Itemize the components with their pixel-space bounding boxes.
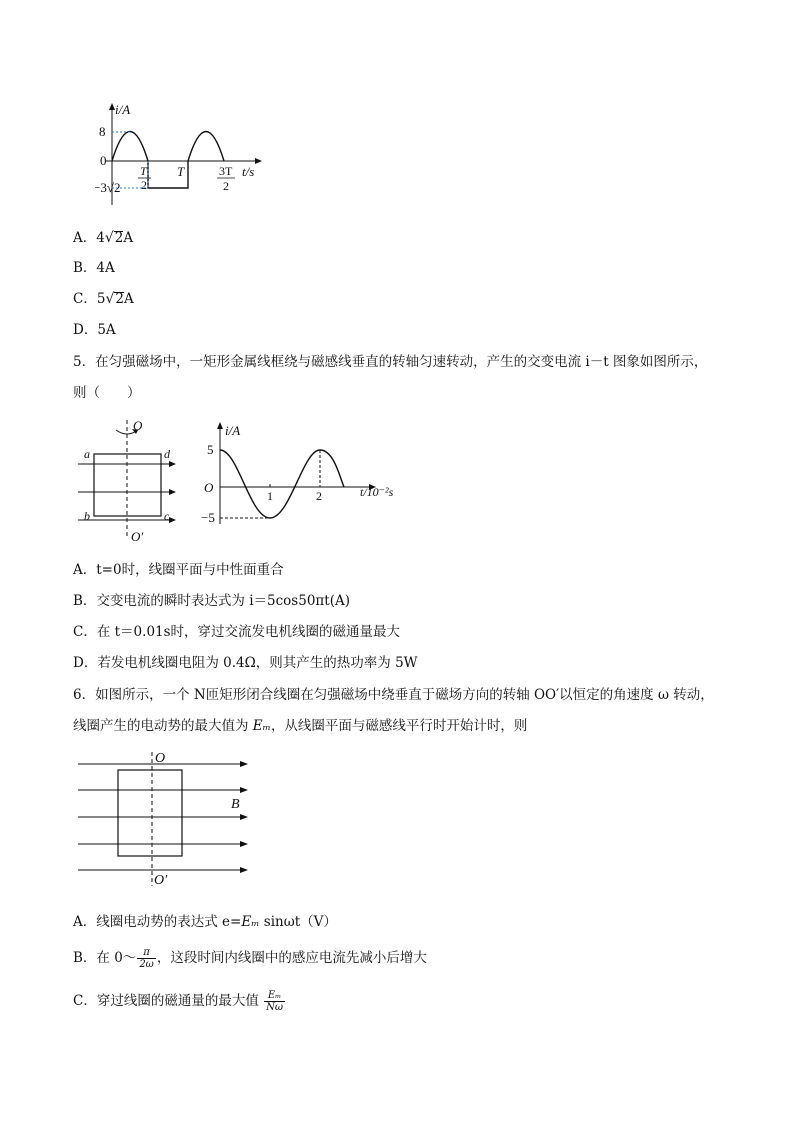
q5-option-b: B．交变电流的瞬时表达式为 i＝5cos50πt(A) bbox=[73, 593, 350, 609]
q4-graph-svg bbox=[95, 100, 275, 210]
q5-cos-curve bbox=[220, 450, 344, 518]
q6-option-c: C．穿过线圈的磁通量的最大值 $\frac{\text{Eₘ}}{N\omega}$ bbox=[73, 990, 284, 1013]
q6-label-B: B bbox=[231, 797, 240, 812]
q6-stem-line2: 线圈产生的电动势的最大值为 Eₘ，从线圈平面与磁感线平行时开始计时，则 bbox=[73, 718, 528, 734]
q5-option-c: C．在 t＝0.01s时，穿过交流发电机线圈的磁通量最大 bbox=[73, 624, 401, 640]
q5-label-d: d bbox=[164, 447, 170, 461]
q6-stem-line1: 6．如图所示，一个 N匝矩形闭合线圈在匀强磁场中绕垂直于磁场方向的转轴 OO′以恒定的角速度 ω 转动， bbox=[73, 687, 714, 703]
q6-label-Op: O′ bbox=[154, 873, 168, 888]
q5-option-a: A．t=0时，线圈平面与中性面重合 bbox=[73, 562, 284, 578]
q6-option-a: A．线圈电动势的表达式 e=Eₘ sinωt（V） bbox=[73, 914, 337, 930]
q4-ylabel: i/A bbox=[115, 102, 131, 117]
q5-stem-line1: 5．在匀强磁场中，一矩形金属线框绕与磁感线垂直的转轴匀速转动，产生的交变电流 i－t 图象如图所示， bbox=[73, 354, 708, 370]
q4-xlabel: t/s bbox=[242, 164, 255, 179]
q6-label-O: O bbox=[155, 751, 166, 766]
q4-y-zero: 0 bbox=[100, 153, 107, 168]
q5-x-2: 2 bbox=[316, 489, 322, 503]
q5-coil-figure bbox=[72, 416, 184, 544]
q6-figure bbox=[76, 748, 258, 890]
q4-option-a: A．4√2A bbox=[73, 230, 134, 246]
q6-b-fraction: $\frac{\pi}{2\omega}$ bbox=[139, 947, 154, 970]
q5-label-c: c bbox=[164, 509, 170, 523]
q5-ylabel: i/A bbox=[225, 423, 241, 438]
q5-y-top: 5 bbox=[207, 442, 214, 457]
q4-pos-half-2 bbox=[188, 132, 224, 162]
q6-c-fraction: $\frac{\text{Eₘ}}{N\omega}$ bbox=[266, 990, 284, 1013]
q4-option-c: C．5√2A bbox=[73, 291, 134, 307]
q4-option-b: B．4A bbox=[73, 260, 115, 276]
q6-em: Eₘ bbox=[252, 718, 271, 734]
q4-x-half: T bbox=[140, 164, 147, 178]
q4-graph bbox=[95, 100, 275, 210]
q5-coil-svg bbox=[72, 416, 184, 544]
q4-pos-half-1 bbox=[112, 132, 148, 162]
q5-label-Op: O′ bbox=[131, 529, 144, 544]
q6-option-b: B．在 0～ $\frac{\pi}{2\omega}$ ，这段时间内线圈中的感应电流先减小后增大 bbox=[73, 947, 427, 970]
q5-label-O: O bbox=[133, 418, 143, 433]
q5-stem-line2: 则（ ） bbox=[73, 385, 141, 401]
q5-xlabel: t/10⁻²s bbox=[360, 485, 394, 499]
q5-y-neg: −5 bbox=[201, 510, 215, 525]
q5-option-d: D．若发电机线圈电阻为 0.4Ω，则其产生的热功率为 5W bbox=[73, 655, 418, 671]
q4-option-d: D．5A bbox=[73, 322, 116, 338]
q6-coil-rect bbox=[118, 770, 182, 856]
q5-graph bbox=[198, 418, 403, 528]
q4-x-arrow bbox=[255, 158, 262, 164]
q5-x-1: 1 bbox=[267, 489, 273, 503]
q4-y-neg: −3√2 bbox=[95, 180, 121, 195]
q4-x-half-den: 2 bbox=[141, 178, 147, 192]
q5-graph-svg bbox=[198, 418, 403, 528]
q4-x-3T-den: 2 bbox=[223, 179, 229, 193]
q5-label-a: a bbox=[84, 447, 90, 461]
q6-figure-svg bbox=[76, 748, 258, 890]
q4-y-top: 8 bbox=[99, 124, 106, 139]
q5-y-origin: O bbox=[204, 480, 214, 495]
q5-label-b: b bbox=[84, 509, 90, 523]
q4-x-T: T bbox=[177, 164, 185, 179]
q4-x-3T: 3T bbox=[219, 164, 233, 178]
